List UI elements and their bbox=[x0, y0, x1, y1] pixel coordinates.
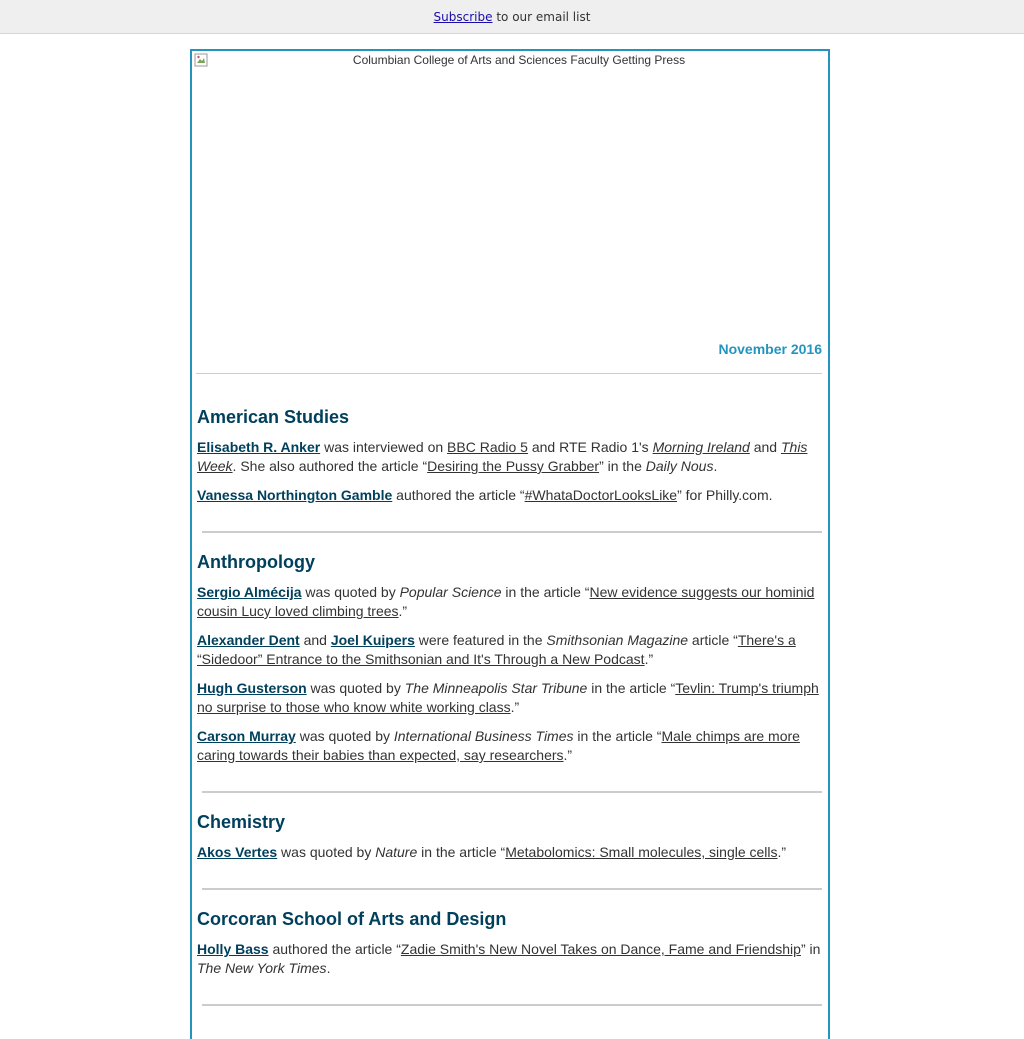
faculty-link[interactable]: Elisabeth R. Anker bbox=[197, 439, 321, 455]
section-title-chemistry: Chemistry bbox=[197, 812, 286, 832]
entry-text: article “ bbox=[688, 632, 738, 648]
entry-text: .” bbox=[398, 603, 408, 619]
faculty-link[interactable]: Akos Vertes bbox=[197, 844, 278, 860]
entry-text: ” in bbox=[800, 941, 821, 957]
section-title-american-studies: American Studies bbox=[197, 407, 350, 427]
faculty-link[interactable]: Hugh Gusterson bbox=[197, 680, 307, 696]
entry-text: ” in the bbox=[599, 458, 646, 474]
article-link[interactable]: This Week bbox=[197, 439, 808, 474]
entry bbox=[197, 631, 822, 669]
entry-text: was quoted by bbox=[295, 728, 394, 744]
entry-text: and bbox=[299, 632, 331, 648]
section-title-anthropology: Anthropology bbox=[197, 552, 315, 572]
content bbox=[192, 374, 828, 1006]
entry-text: in the article “ bbox=[501, 584, 590, 600]
entry bbox=[197, 486, 822, 505]
entry-text: ” for Philly.com. bbox=[677, 487, 773, 503]
publication: Daily Nous bbox=[645, 458, 714, 474]
entry-text: authored the article “ bbox=[392, 487, 525, 503]
entry-text: .” bbox=[563, 747, 573, 763]
newsletter-frame bbox=[190, 49, 830, 1039]
section-title-corcoran: Corcoran School of Arts and Design bbox=[197, 909, 507, 929]
entry-text: . bbox=[326, 960, 331, 976]
entry-text: authored the article “ bbox=[268, 941, 401, 957]
faculty-link[interactable]: Alexander Dent bbox=[197, 632, 300, 648]
subscribe-bar bbox=[0, 0, 1024, 34]
entry-text: . bbox=[713, 458, 718, 474]
entry-text: in the article “ bbox=[417, 844, 506, 860]
article-link[interactable]: Metabolomics: Small molecules, single cells bbox=[505, 844, 778, 860]
issue-date: November 2016 bbox=[718, 341, 822, 357]
article-link[interactable]: Morning Ireland bbox=[652, 439, 750, 455]
entry-text: in the article “ bbox=[587, 680, 676, 696]
section-divider bbox=[202, 1004, 822, 1006]
entry bbox=[197, 438, 822, 476]
article-link[interactable]: #WhataDoctorLooksLike bbox=[524, 487, 678, 503]
publication: Popular Science bbox=[399, 584, 502, 600]
article-link[interactable]: New evidence suggests our hominid cousin Lucy loved climbing trees bbox=[197, 584, 815, 619]
entry-text: was quoted by bbox=[306, 680, 405, 696]
article-link[interactable]: BBC Radio 5 bbox=[447, 439, 528, 455]
banner bbox=[192, 51, 828, 373]
entry-text: .” bbox=[510, 699, 520, 715]
article-link[interactable]: There's a “Sidedoor” Entrance to the Smithsonian and It's Through a New Podcast bbox=[197, 632, 796, 667]
publication: Nature bbox=[375, 844, 418, 860]
entry-text: was quoted by bbox=[277, 844, 376, 860]
entry bbox=[197, 843, 822, 862]
entry-text: . She also authored the article “ bbox=[232, 458, 428, 474]
article-link[interactable]: Desiring the Pussy Grabber bbox=[427, 458, 600, 474]
entry bbox=[197, 679, 822, 717]
entry bbox=[197, 583, 822, 621]
faculty-link[interactable]: Holly Bass bbox=[197, 941, 269, 957]
article-link[interactable]: Male chimps are more caring towards their babies than expected, say researchers bbox=[197, 728, 800, 763]
banner-alt-text: Columbian College of Arts and Sciences Faculty Getting Press bbox=[352, 53, 686, 67]
faculty-link[interactable]: Sergio Almécija bbox=[197, 584, 302, 600]
faculty-link[interactable]: Carson Murray bbox=[197, 728, 296, 744]
subscribe-link[interactable]: Subscribe bbox=[433, 10, 493, 24]
article-link[interactable]: Tevlin: Trump's triumph no surprise to those who know white working class bbox=[197, 680, 819, 715]
subscribe-bar-text: to our email list bbox=[496, 10, 591, 24]
entry-text: were featured in the bbox=[414, 632, 547, 648]
publication: The New York Times bbox=[197, 960, 327, 976]
entry-text: .” bbox=[644, 651, 654, 667]
entry-text: and bbox=[749, 439, 781, 455]
entry-text: and RTE Radio 1's bbox=[527, 439, 653, 455]
entry-text: was quoted by bbox=[301, 584, 400, 600]
entry-text: in the article “ bbox=[573, 728, 662, 744]
publication: International Business Times bbox=[393, 728, 574, 744]
publication: Smithsonian Magazine bbox=[546, 632, 689, 648]
entry-text: .” bbox=[777, 844, 787, 860]
faculty-link[interactable]: Joel Kuipers bbox=[330, 632, 415, 648]
entry-text: was interviewed on bbox=[320, 439, 448, 455]
entry bbox=[197, 727, 822, 765]
faculty-link[interactable]: Vanessa Northington Gamble bbox=[197, 487, 393, 503]
publication: The Minneapolis Star Tribune bbox=[404, 680, 588, 696]
article-link[interactable]: Zadie Smith's New Novel Takes on Dance, Fame and Friendship bbox=[400, 941, 801, 957]
entry bbox=[197, 940, 822, 978]
